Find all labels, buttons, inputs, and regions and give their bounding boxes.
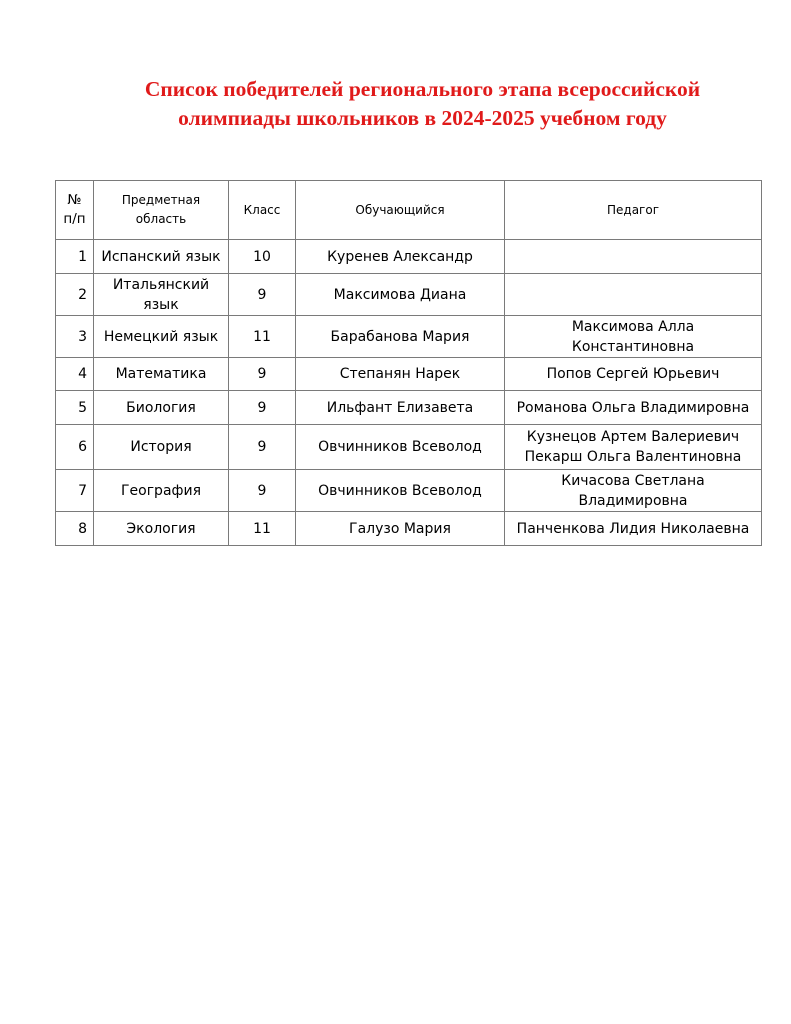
row-student: Куренев Александр (296, 240, 505, 274)
row-number: 8 (56, 512, 94, 546)
row-student: Ильфант Елизавета (296, 391, 505, 425)
row-grade: 11 (229, 316, 296, 358)
row-teacher (505, 240, 762, 274)
row-subject: История (94, 425, 229, 470)
row-student: Галузо Мария (296, 512, 505, 546)
row-teacher-line-1: Кузнецов Артем Валериевич (526, 429, 740, 445)
row-subject: Испанский язык (94, 240, 229, 274)
row-teacher (505, 358, 762, 391)
row-number: 6 (56, 425, 94, 470)
header-subject-line-1: Предметная (121, 193, 201, 207)
row-subject: Биология (94, 391, 229, 425)
row-teacher-line-1: Попов Сергей Юрьевич (546, 366, 720, 382)
header-number-line-2: п/п (63, 211, 86, 227)
table-header (56, 181, 762, 240)
row-teacher (505, 470, 762, 512)
table-row (56, 391, 762, 425)
row-subject: Математика (94, 358, 229, 391)
row-grade: 9 (229, 391, 296, 425)
row-grade: 11 (229, 512, 296, 546)
row-teacher (505, 274, 762, 316)
row-student: Максимова Диана (296, 274, 505, 316)
table-row (56, 470, 762, 512)
row-student: Овчинников Всеволод (296, 470, 505, 512)
header-subject (94, 181, 229, 240)
row-number: 3 (56, 316, 94, 358)
row-teacher-line-1: Романова Ольга Владимировна (516, 399, 750, 416)
page-title-line-1: Список победителей регионального этапа всероссийской (144, 77, 701, 101)
table-row (56, 512, 762, 546)
row-number: 5 (56, 391, 94, 425)
row-grade: 9 (229, 358, 296, 391)
row-teacher-line-1: Кичасова Светлана (561, 472, 705, 489)
row-subject: Экология (94, 512, 229, 546)
row-teacher-line-2: Константиновна (571, 338, 695, 355)
row-number: 7 (56, 470, 94, 512)
row-number: 4 (56, 358, 94, 391)
row-teacher (505, 316, 762, 358)
row-number: 1 (56, 240, 94, 274)
header-number-line-1: № (67, 192, 82, 208)
row-teacher-line-2: Пекарш Ольга Валентиновна (524, 449, 742, 465)
row-student: Барабанова Мария (296, 316, 505, 358)
row-teacher-line-1: Панченкова Лидия Николаевна (516, 520, 750, 537)
row-subject: Итальянский язык (94, 274, 229, 316)
winners-table (55, 180, 762, 546)
row-teacher-line-2: Владимировна (578, 492, 688, 509)
row-grade: 9 (229, 274, 296, 316)
row-teacher-line-1: Максимова Алла (571, 318, 695, 335)
header-student: Обучающийся (296, 181, 505, 240)
header-grade: Класс (229, 181, 296, 240)
row-number: 2 (56, 274, 94, 316)
row-student: Степанян Нарек (296, 358, 505, 391)
row-grade: 9 (229, 470, 296, 512)
row-grade: 9 (229, 425, 296, 470)
row-student: Овчинников Всеволод (296, 425, 505, 470)
header-teacher: Педагог (505, 181, 762, 240)
table-header-row (56, 181, 762, 240)
row-subject: Немецкий язык (94, 316, 229, 358)
table-row (56, 425, 762, 470)
table-row (56, 274, 762, 316)
header-subject-line-2: область (135, 212, 187, 226)
page-title-line-2: олимпиады школьников в 2024-2025 учебном году (178, 106, 667, 130)
row-subject: География (94, 470, 229, 512)
page-title (0, 75, 791, 133)
table-body (56, 240, 762, 546)
row-teacher (505, 512, 762, 546)
table-row (56, 240, 762, 274)
row-grade: 10 (229, 240, 296, 274)
row-teacher (505, 425, 762, 470)
row-teacher (505, 391, 762, 425)
table-row (56, 316, 762, 358)
header-number (56, 181, 94, 240)
table-row (56, 358, 762, 391)
